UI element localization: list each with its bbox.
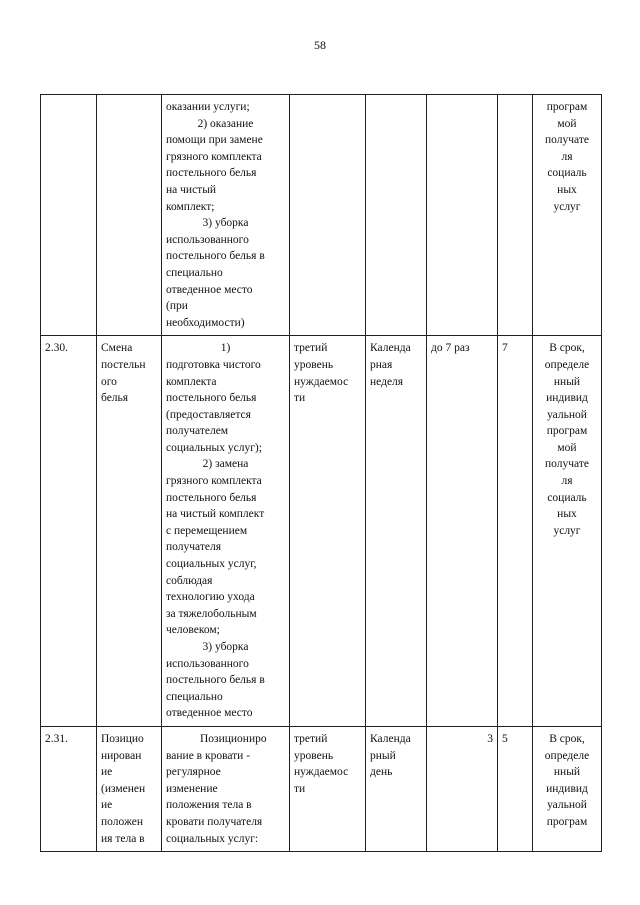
service-name-cell-line: Смена (101, 342, 133, 355)
service-content-cell-line: положения тела в (166, 799, 252, 812)
period-cell (366, 95, 427, 336)
service-content-cell (162, 336, 290, 727)
need-level-cell-line: ти (294, 392, 306, 405)
need-level-cell (290, 726, 366, 851)
frequency-cell (427, 95, 498, 336)
frequency-cell (427, 336, 498, 727)
term-cell-line: уальной (547, 799, 587, 812)
service-content-cell-line: Позициониро (200, 732, 267, 745)
service-content-cell-line: грязного комплекта (166, 475, 262, 488)
term-cell-line: мой (557, 441, 577, 454)
term-cell-line: мой (557, 117, 577, 130)
row-number-cell (41, 95, 97, 336)
service-name-cell-line: Позицио (101, 732, 144, 745)
service-content-cell-line: за тяжелобольным (166, 607, 257, 620)
term-cell-line: В срок, (549, 342, 585, 355)
period-cell-line: день (370, 766, 393, 779)
table-row (41, 726, 602, 851)
need-level-cell-line: уровень (294, 358, 334, 371)
table-row (41, 336, 602, 727)
service-content-cell (162, 726, 290, 851)
term-cell-line: услуг (553, 524, 581, 537)
need-level-cell (290, 95, 366, 336)
term-cell-line: услуг (553, 200, 581, 213)
term-cell-line: програм (546, 815, 588, 828)
period-cell-line: рная (370, 358, 393, 371)
service-name-cell-line: постельн (101, 358, 146, 371)
service-content-cell-line: помощи при замене (166, 134, 263, 147)
term-cell-line: получате (545, 458, 589, 471)
service-name-cell (97, 95, 162, 336)
period-cell-line: Календа (370, 342, 411, 355)
term-cell (533, 336, 602, 727)
term-cell-line: програм (546, 425, 588, 438)
service-content-cell-line: использованного (166, 657, 249, 670)
term-cell-line: определе (544, 749, 590, 762)
service-content-cell-line: кровати получателя (166, 815, 263, 828)
service-content-cell-line: комплекта (166, 375, 217, 388)
term-cell-line: ля (561, 475, 573, 488)
service-content-cell-line: вание в кровати - (166, 749, 251, 762)
service-name-cell-line: положен (101, 815, 144, 828)
need-level-cell-line: ти (294, 782, 306, 795)
service-content-cell-line: 3) уборка (202, 217, 249, 230)
term-cell-line: нный (553, 766, 581, 779)
service-content-cell-line: получателем (166, 425, 229, 438)
service-content-cell-line: социальных услуг: (166, 832, 259, 845)
service-content-cell-line: грязного комплекта (166, 150, 262, 163)
service-content-cell-line: технологию ухода (166, 591, 255, 604)
frequency-cell-text: до 7 раз (431, 342, 470, 355)
term-cell (533, 726, 602, 851)
table-row (41, 95, 602, 336)
term-cell-line: социаль (547, 491, 587, 504)
service-content-cell-line: с перемещением (166, 524, 248, 537)
term-cell-line: програм (546, 101, 588, 113)
service-content-cell-line: постельного белья в (166, 674, 265, 687)
service-content-cell-line: комплект; (166, 200, 215, 213)
service-content-cell-line: социальных услуг); (166, 441, 262, 454)
frequency-cell (427, 726, 498, 851)
term-cell-line: ных (557, 508, 577, 521)
service-content-cell-line: специально (166, 266, 223, 279)
service-content-cell-line: 1) (220, 342, 231, 355)
service-content-cell-line: соблюдая (166, 574, 213, 587)
service-content-cell-line: человеком; (166, 624, 220, 637)
service-name-cell-line: ия тела в (101, 832, 145, 845)
period-cell-line: рный (370, 749, 396, 762)
service-content-cell-line: постельного белья в (166, 250, 265, 263)
term-cell-line: определе (544, 358, 590, 371)
service-name-cell-line: ого (101, 375, 117, 388)
service-content-cell-line: 3) уборка (202, 641, 249, 653)
service-content-cell-line: постельного белья (166, 167, 257, 180)
service-content-cell-line: 2) оказание (197, 117, 254, 130)
service-content-cell-line: оказании услуги; (166, 101, 250, 113)
page-number: 58 (314, 38, 326, 52)
need-level-cell-line: нуждаемос (294, 766, 349, 779)
service-content-cell-line: 2) замена (202, 458, 249, 471)
service-content-cell (162, 95, 290, 336)
term-cell-line: уальной (547, 408, 587, 421)
count-cell-text: 7 (502, 342, 508, 355)
service-name-cell-line: (изменен (101, 782, 146, 795)
service-name-cell-line: ие (101, 799, 113, 812)
need-level-cell-line: уровень (294, 749, 334, 762)
service-name-cell (97, 726, 162, 851)
service-content-cell-line: (предоставляется (166, 408, 251, 421)
term-cell-line: получате (545, 134, 589, 147)
period-cell-line: Календа (370, 732, 411, 745)
count-cell (498, 726, 533, 851)
row-number-cell-text: 2.31. (45, 732, 68, 745)
service-content-cell-line: изменение (166, 782, 218, 795)
service-content-cell-line: необходимости) (166, 316, 245, 329)
term-cell-line: индивид (546, 782, 588, 795)
need-level-cell-line: третий (294, 342, 328, 355)
service-content-cell-line: постельного белья (166, 392, 257, 405)
service-name-cell-line: нирован (101, 749, 142, 762)
service-content-cell-line: (при (166, 300, 188, 313)
service-name-cell-line: белья (101, 392, 129, 405)
term-cell-line: индивид (546, 392, 588, 405)
service-content-cell-line: на чистый комплект (166, 508, 265, 521)
service-content-cell-line: отведенное место (166, 707, 253, 720)
service-content-cell-line: использованного (166, 233, 249, 246)
term-cell (533, 95, 602, 336)
count-cell (498, 95, 533, 336)
count-cell-text: 5 (502, 732, 508, 745)
service-name-cell (97, 336, 162, 727)
row-number-cell-text: 2.30. (45, 342, 68, 355)
service-content-cell-line: отведенное место (166, 283, 253, 296)
service-content-cell-line: регулярное (166, 766, 221, 779)
need-level-cell-line: нуждаемос (294, 375, 349, 388)
service-content-cell-line: получателя (166, 541, 221, 554)
period-cell-line: неделя (370, 375, 404, 388)
service-content-cell-line: на чистый (166, 183, 217, 196)
service-content-cell-line: специально (166, 690, 223, 703)
term-cell-line: В срок, (549, 732, 585, 745)
service-content-cell-line: постельного белья (166, 491, 257, 504)
services-table (40, 94, 602, 852)
period-cell (366, 726, 427, 851)
service-content-cell-line: социальных услуг, (166, 558, 257, 571)
frequency-cell-text: 3 (487, 732, 493, 745)
term-cell-line: нный (553, 375, 581, 388)
service-content-cell-line: подготовка чистого (166, 358, 261, 371)
period-cell (366, 336, 427, 727)
need-level-cell-line: третий (294, 732, 328, 745)
term-cell-line: ля (561, 150, 573, 163)
term-cell-line: ных (557, 183, 577, 196)
need-level-cell (290, 336, 366, 727)
row-number-cell (41, 726, 97, 851)
service-name-cell-line: ие (101, 766, 113, 779)
count-cell (498, 336, 533, 727)
term-cell-line: социаль (547, 167, 587, 180)
row-number-cell (41, 336, 97, 727)
